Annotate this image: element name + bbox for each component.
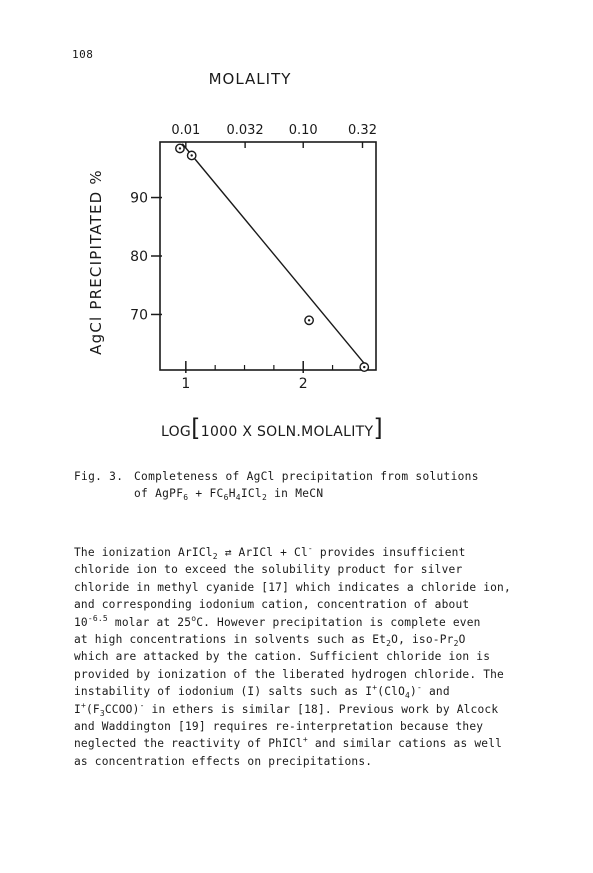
text-run: at high concentrations in solvents such as Et [74,633,387,647]
x-axis-label-part: ] [373,414,383,442]
x-axis-label-part: 1000 X SOLN.MOLALITY [200,424,374,440]
superscript: + [372,683,378,693]
plot-area [130,123,377,392]
subscript: 6 [183,493,189,502]
text-run: (F [85,702,100,716]
y-tick-label: 70 [130,307,148,324]
caption-line-2 [74,485,544,502]
text-line [74,544,544,561]
text-run: CCOO) [104,702,140,716]
text-run: C. However precipitation is complete even [196,615,481,629]
equilibrium-arrow: ⇄ [224,546,232,559]
caption-text: + FC [188,487,224,500]
top-tick-label: 0.10 [288,123,318,138]
superscript: + [302,735,308,745]
subscript: 6 [223,493,229,502]
text-run: O [458,633,466,647]
caption-text: H [228,487,236,500]
top-tick-label: 0.032 [226,123,264,138]
text-line [74,683,544,700]
text-run: and [422,685,450,699]
y-tick-label: 90 [130,190,148,207]
y-axis-label: AgCl PRECIPITATED % [87,169,105,355]
subscript: 2 [386,639,392,649]
text-line: provided by ionization of the liberated hydrogen chloride. The [74,667,504,681]
text-run: ArICl + Cl [231,546,308,559]
caption-text: of AgPF [134,487,184,500]
data-point-center [308,319,310,321]
text-run: in ethers is similar [18]. Previous work by Alcock [144,702,499,716]
text-line: chloride in methyl cyanide [17] which indicates a chloride ion, [74,580,511,594]
text-line: and Waddington [19] requires re-interpretation because they [74,720,484,734]
superscript: - [139,700,145,710]
text-run: provides insufficient [312,546,466,559]
text-run: molar at 25 [107,615,192,629]
text-line: and corresponding iodonium cation, concentration of about [74,598,470,612]
text-line [74,735,544,752]
superscript: + [80,700,86,710]
superscript: - [307,544,313,553]
x-tick-label: 2 [298,376,308,392]
caption-text-1: Completeness of AgCl precipitation from solutions [134,470,479,483]
caption-label: Fig. 3. [74,470,124,483]
text-run: and similar cations as well [307,737,503,751]
text-run: 10 [74,615,88,629]
fit-line [182,144,367,368]
plot-frame [160,142,376,370]
caption-text: in MeCN [267,487,324,500]
top-tick-label: 0.01 [171,123,201,138]
top-axis-title: MOLALITY [208,70,292,88]
subscript: 3 [99,708,105,718]
text-run: ) [410,685,417,699]
page-number: 108 [72,48,94,61]
text-run: The ionization ArICl [74,546,213,559]
text-line [74,701,544,718]
subscript: 2 [261,493,268,502]
top-tick-label: 0.32 [348,123,377,138]
text-run: O, iso-Pr [391,633,454,647]
text-line: as concentration effects on precipitations. [74,754,373,768]
data-point-center [179,147,181,149]
y-tick-label: 80 [130,249,148,265]
data-point-center [190,154,192,156]
superscript: -6.5 [87,613,108,623]
subscript: 2 [212,552,218,561]
text-line [74,631,544,648]
x-axis-label [161,414,383,442]
x-tick-label: 1 [181,376,191,392]
x-axis-label-part: [ [191,414,201,442]
data-point-center [363,366,365,368]
text-line [74,614,544,631]
text-line: chloride ion to exceed the solubility product for silver [74,563,463,577]
text-run: I [74,702,81,716]
caption-text: ICl [240,487,262,500]
subscript: 4 [405,691,411,701]
text-line: which are attacked by the cation. Sufficient chloride ion is [74,650,491,664]
subscript: 2 [453,639,459,649]
text-run: instability of iodonium (I) salts such as I [74,685,373,699]
superscript: - [416,683,423,693]
subscript: 4 [235,493,241,502]
x-axis-label-part: LOG [161,424,192,440]
text-run: neglected the reactivity of PhICl [74,737,303,751]
figure-caption [74,468,544,502]
body-paragraph [74,544,544,770]
caption-line-1 [74,468,544,485]
text-run: (ClO [377,685,406,699]
superscript: o [191,613,197,623]
